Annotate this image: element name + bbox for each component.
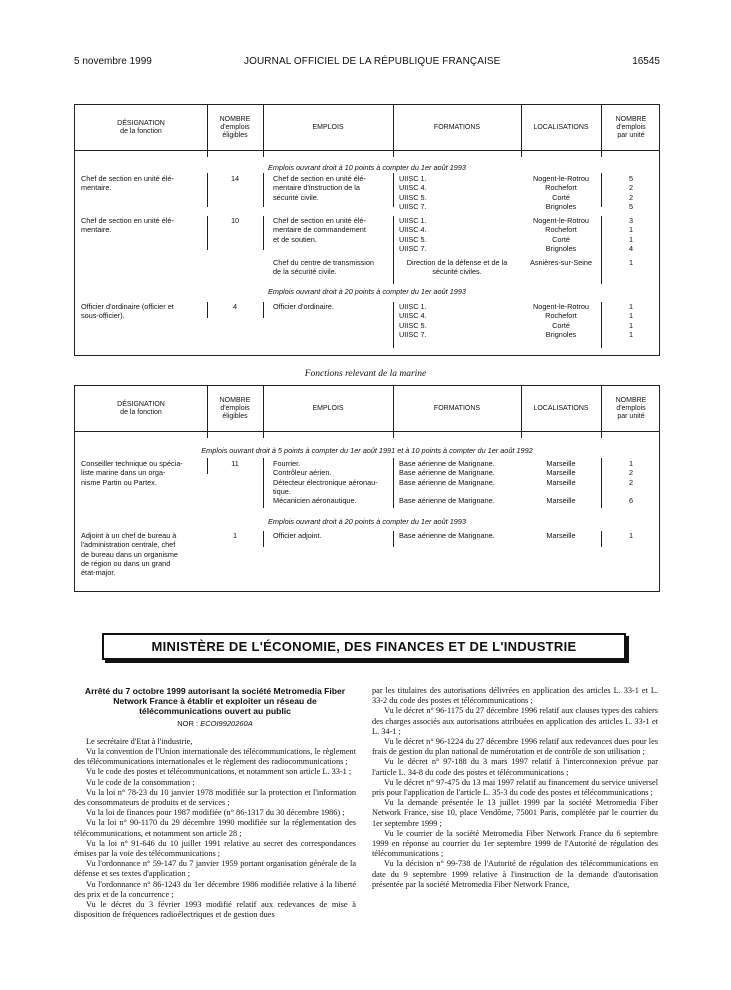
journal-title: JOURNAL OFFICIEL DE LA RÉPUBLIQUE FRANÇAISE	[244, 56, 501, 67]
cell-designation: Adjoint à un chef de bureau à l'administration centrale, chef de bureau dans un organisme de région ou dans un grand état-major.	[81, 531, 178, 578]
cell-nombre: 11	[231, 459, 239, 468]
article-paragraph: Vu la demande présentée le 13 juillet 1999 par la société Metromedia Fiber Network France, sise 10, place Vendôme, 75001 Paris, complétée par le courrier du 1er septembre 1999 ;	[372, 798, 658, 828]
issue-date: 5 novembre 1999	[74, 56, 152, 67]
article-paragraph: Vu le décret n° 97-188 du 3 mars 1997 relatif à l'interconnexion prévue par l'article L. 34-8 du code des postes et télécommunications ;	[372, 757, 658, 777]
section-title: Emplois ouvrant droit à 10 points à compter du 1er août 1993	[268, 163, 466, 172]
article-title: Arrêté du 7 octobre 1999 autorisant la société Metromedia Fiber Network France à établir et exploiter un réseau de télécommunications ouvert au public	[84, 686, 346, 717]
cell-designation: Chef de section en unité élé- mentaire.	[81, 174, 174, 193]
cell-designation: Officier d'ordinaire (officier et sous-officier).	[81, 302, 174, 321]
column-header-nombre-par-unite: NOMBRE d'emplois par unité	[615, 115, 647, 139]
column-header-emplois: EMPLOIS	[312, 404, 344, 412]
section-title: Emplois ouvrant droit à 20 points à compter du 1er août 1993	[268, 287, 466, 296]
column-header-designation: DÉSIGNATION de la fonction	[117, 119, 165, 135]
cell-formations: UIISC 1. UIISC 4. UIISC 5. UIISC 7.	[399, 174, 427, 211]
cell-designation: Conseiller technique ou spécia- liste marine dans un orga- nisme Partin ou Partex.	[81, 459, 183, 487]
cell-formations: Base aérienne de Marignane. Base aérienne de Marignane. Base aérienne de Marignane. Base aérienne de Marignane.	[399, 459, 495, 506]
cell-unites: 3 1 1 4	[628, 216, 634, 253]
cell-localisations: Marseille Marseille Marseille Marseille	[546, 459, 576, 506]
article-paragraph: Vu la loi n° 90-1170 du 29 décembre 1990 modifiée sur la réglementation des télécommunications, et notamment son article 28 ;	[74, 818, 356, 838]
cell-nombre: 14	[230, 174, 240, 183]
cell-nombre: 4	[232, 302, 238, 311]
cell-localisations: Nogent-le-Rotrou Rochefort Corté Brignoles	[533, 174, 589, 211]
section-title: Emplois ouvrant droit à 5 points à compter du 1er août 1991 et à 10 points à compter du 1er août 1992	[201, 446, 533, 455]
article-paragraph: Vu la décision n° 99-738 de l'Autorité de régulation des télécommunications en date du 9 septembre 1999 relative à l'instruction de la demande d'autorisation présentée par la société Metromedia Fiber Network France,	[372, 859, 658, 889]
cell-formations: UIISC 1. UIISC 4. UIISC 5. UIISC 7.	[399, 216, 427, 253]
cell-designation: Chef de section en unité élé- mentaire.	[81, 216, 174, 235]
cell-unites: 1 2 2 6	[628, 459, 634, 506]
table-securite-civile	[74, 104, 660, 356]
cell-localisations: Nogent-le-Rotrou Rochefort Corté Brignoles	[533, 216, 589, 253]
column-header-localisations: LOCALISATIONS	[533, 123, 589, 131]
cell-emploi: Chef de section en unité élé- mentaire de commandement et de soutien.	[273, 216, 366, 244]
table-header-row	[75, 105, 659, 151]
nor-reference	[74, 719, 356, 729]
table-marine	[74, 385, 660, 592]
cell-localisations: Nogent-le-Rotrou Rochefort Corté Brignoles	[533, 302, 589, 339]
column-header-designation: DÉSIGNATION de la fonction	[117, 400, 165, 416]
article-paragraph: par les titulaires des autorisations délivrées en application des articles L. 33-1 et L. 33-2 du code des postes et télécommunications ;	[372, 686, 658, 706]
column-header-formations: FORMATIONS	[433, 123, 481, 131]
nor-label: NOR :	[177, 718, 199, 728]
cell-formations: UIISC 1. UIISC 4. UIISC 5. UIISC 7.	[399, 302, 427, 339]
article-paragraph: Vu le code des postes et télécommunications, et notamment son article L. 33-1 ;	[86, 767, 352, 777]
column-header-localisations: LOCALISATIONS	[533, 404, 589, 412]
article-paragraph: Vu la convention de l'Union internationale des télécommunications, le règlement des télécommunications internationales et le règlement des radiocommunications ;	[74, 747, 356, 767]
article-paragraph: Vu le code de la consommation ;	[86, 777, 195, 787]
article-paragraph: Vu le décret du 3 février 1993 modifié relatif aux redevances de mise à disposition de fréquences radioélectriques et de gestion dues	[74, 900, 356, 920]
cell-localisations: Marseille	[546, 531, 576, 540]
cell-nombre: 10	[230, 216, 240, 225]
cell-localisations: Asnières-sur-Seine	[529, 258, 593, 267]
article-left-column	[74, 686, 356, 920]
column-header-formations: FORMATIONS	[433, 404, 481, 412]
ministry-banner: MINISTÈRE DE L'ÉCONOMIE, DES FINANCES ET DE L'INDUSTRIE	[102, 633, 626, 660]
article-paragraph: Vu l'ordonnance n° 86-1243 du 1er décembre 1986 modifiée relative à la liberté des prix et de la concurrence ;	[74, 879, 356, 899]
cell-emploi: Chef du centre de transmission de la sécurité civile.	[273, 258, 374, 277]
nor-code: ECOI9920260A	[200, 718, 253, 728]
article-paragraph: Vu l'ordonnance n° 59-147 du 7 janvier 1959 portant organisation générale de la défense et ses textes d'application ;	[74, 859, 356, 879]
cell-formations: Base aérienne de Marignane.	[399, 531, 495, 540]
cell-formations: Direction de la défense et de la sécurité civiles.	[406, 258, 508, 277]
column-header-nombre-eligibles: NOMBRE d'emplois éligibles	[219, 396, 251, 420]
article-paragraph: Vu le décret n° 96-1224 du 27 décembre 1996 relatif aux redevances dues pour les frais de gestion du plan national de numérotation et de contrôle de son utilisation ;	[372, 737, 658, 757]
cell-emploi: Officier d'ordinaire.	[273, 302, 334, 311]
column-header-emplois: EMPLOIS	[312, 123, 344, 131]
article-right-column	[372, 686, 658, 890]
article-paragraph: Vu la loi de finances pour 1987 modifiée (n° 86-1317 du 30 décembre 1986) ;	[86, 808, 345, 818]
article-paragraph: Vu le courrier de la société Metromedia Fiber Network France du 6 septembre 1999 en réponse au courrier du 1er septembre 1999 de l'Autorité de régulation des télécommunications ;	[372, 828, 658, 859]
cell-unites: 1	[628, 258, 634, 267]
cell-emploi: Officier adjoint.	[273, 531, 322, 540]
article-paragraph: Le secrétaire d'Etat à l'industrie,	[86, 736, 193, 746]
page-header	[74, 56, 660, 70]
article-paragraph: Vu le décret n° 96-1175 du 27 décembre 1996 relatif aux clauses types des cahiers des charges associés aux autorisations attribuées en application des articles L. 33-1 et L. 34-1 ;	[372, 706, 658, 736]
page-number: 16545	[632, 56, 660, 67]
column-header-nombre-eligibles: NOMBRE d'emplois éligibles	[219, 115, 251, 139]
table-header-row	[75, 386, 659, 432]
cell-emploi: Fourrier. Contrôleur aérien. Détecteur électronique aéronau- tique. Mécanicien aéronautique.	[273, 459, 378, 506]
article-paragraph: Vu la loi n° 78-23 du 10 janvier 1978 modifiée sur la protection et l'information des consommateurs de produits et de services ;	[74, 787, 356, 808]
column-header-nombre-par-unite: NOMBRE d'emplois par unité	[615, 396, 647, 420]
article-paragraph: Vu le décret n° 97-475 du 13 mai 1997 relatif au financement du service universel pris pour l'application de l'article L. 35-3 du code des postes et télécommunications ;	[372, 777, 658, 798]
cell-emploi: Chef de section en unité élé- mentaire d'instruction de la sécurité civile.	[273, 174, 366, 202]
cell-unites: 1 1 1 1	[628, 302, 634, 339]
section-title: Emplois ouvrant droit à 20 points à compter du 1er août 1993	[268, 517, 466, 526]
table-caption: Fonctions relevant de la marine	[304, 369, 427, 379]
cell-unites: 1	[628, 531, 634, 540]
article-paragraph: Vu la loi n° 91-646 du 10 juillet 1991 relative au secret des correspondances émises par la voie des télécommunications ;	[74, 838, 356, 859]
cell-nombre: 1	[232, 531, 238, 540]
cell-unites: 5 2 2 5	[628, 174, 634, 211]
